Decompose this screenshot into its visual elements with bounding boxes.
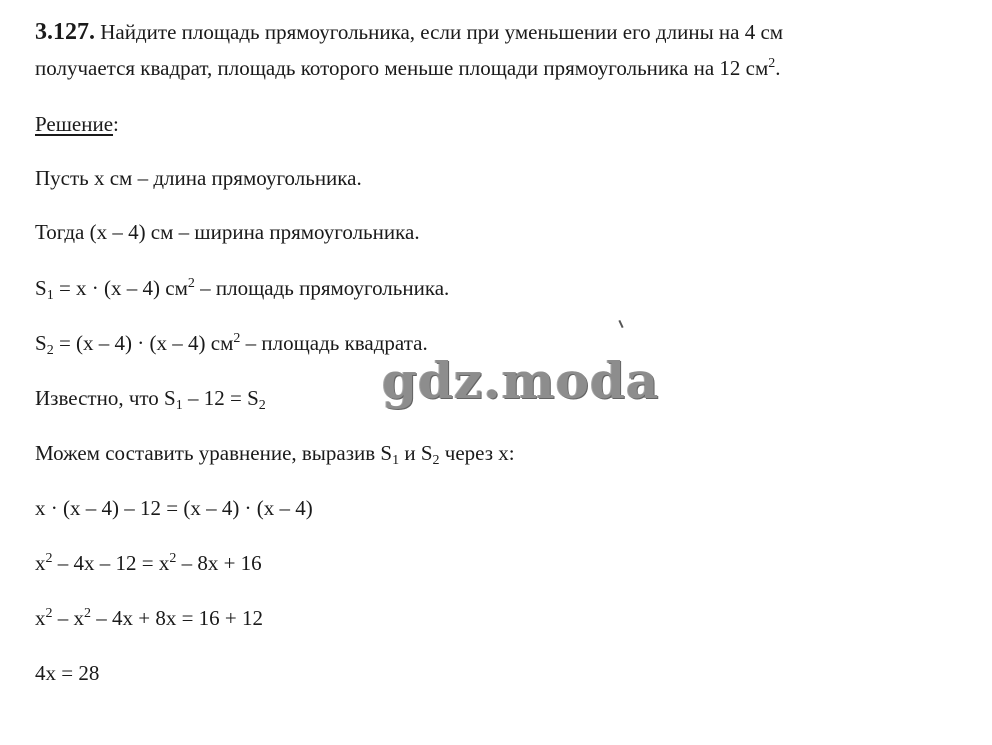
equation-4: 4x = 28 (35, 661, 100, 685)
eq2-part-c: – 8x + 16 (176, 551, 262, 575)
known-subscript-1: 1 (175, 398, 183, 413)
compose-suffix: через x: (439, 441, 515, 465)
eq3-part-b: – x (52, 606, 84, 630)
s2-subscript: 2 (46, 343, 54, 358)
s1-letter: S (35, 276, 47, 300)
problem-text-1: Найдите площадь прямоугольника, если при уменьшении его длины на 4 см (100, 20, 784, 44)
compose-subscript-2: 2 (432, 453, 440, 468)
eq2-exponent-a: 2 (45, 551, 53, 566)
problem-statement-line-1 (35, 20, 783, 44)
problem-number: 3.127. (35, 19, 95, 45)
eq3-exponent-a: 2 (45, 606, 53, 621)
eq2-part-a: x (35, 551, 46, 575)
eq3-part-a: x (35, 606, 46, 630)
solution-then-line: Тогда (x – 4) см – ширина прямоугольника. (35, 220, 420, 244)
solution-let-line: Пусть x см – длина прямоугольника. (35, 166, 362, 190)
s2-exponent: 2 (233, 331, 241, 346)
known-prefix: Известно, что S (35, 386, 176, 410)
s1-subscript: 1 (46, 288, 54, 303)
known-subscript-2: 2 (258, 398, 266, 413)
solution-s1-line (35, 276, 450, 303)
compose-subscript-1: 1 (392, 453, 400, 468)
problem-text-2: получается квадрат, площадь которого меньше площади прямоугольника на 12 см (35, 56, 769, 80)
s2-expression: = (x – 4) · (x – 4) см (53, 331, 234, 355)
solution-heading-text: Решение (35, 112, 114, 136)
equation-3 (35, 608, 263, 629)
eq3-exponent-b: 2 (84, 606, 91, 621)
s2-description: – площадь квадрата. (240, 331, 428, 355)
solution-s2-line (35, 331, 428, 358)
s2-letter: S (35, 331, 47, 355)
known-middle: – 12 = S (182, 386, 259, 410)
solution-known-line (35, 386, 266, 413)
s1-exponent: 2 (187, 276, 195, 291)
eq2-part-b: – 4x – 12 = x (52, 551, 170, 575)
solution-compose-line (35, 441, 515, 468)
s1-description: – площадь прямоугольника. (194, 276, 450, 300)
compose-prefix: Можем составить уравнение, выразив S (35, 441, 393, 465)
watermark-logo: gdz.moda (382, 351, 660, 410)
equation-1: x · (x – 4) – 12 = (x – 4) · (x – 4) (35, 496, 313, 520)
solution-heading (35, 114, 119, 135)
compose-middle: и S (399, 441, 433, 465)
solution-heading-colon: : (113, 112, 119, 136)
problem-text-2-end: . (775, 56, 781, 80)
eq3-part-c: – 4x + 8x = 16 + 12 (91, 606, 264, 630)
s1-expression: = x · (x – 4) см (53, 276, 188, 300)
scan-mark (618, 320, 623, 328)
problem-statement-line-2 (35, 58, 781, 79)
equation-2 (35, 553, 262, 574)
problem-unit-exponent: 2 (768, 56, 776, 71)
eq2-exponent-b: 2 (169, 551, 177, 566)
